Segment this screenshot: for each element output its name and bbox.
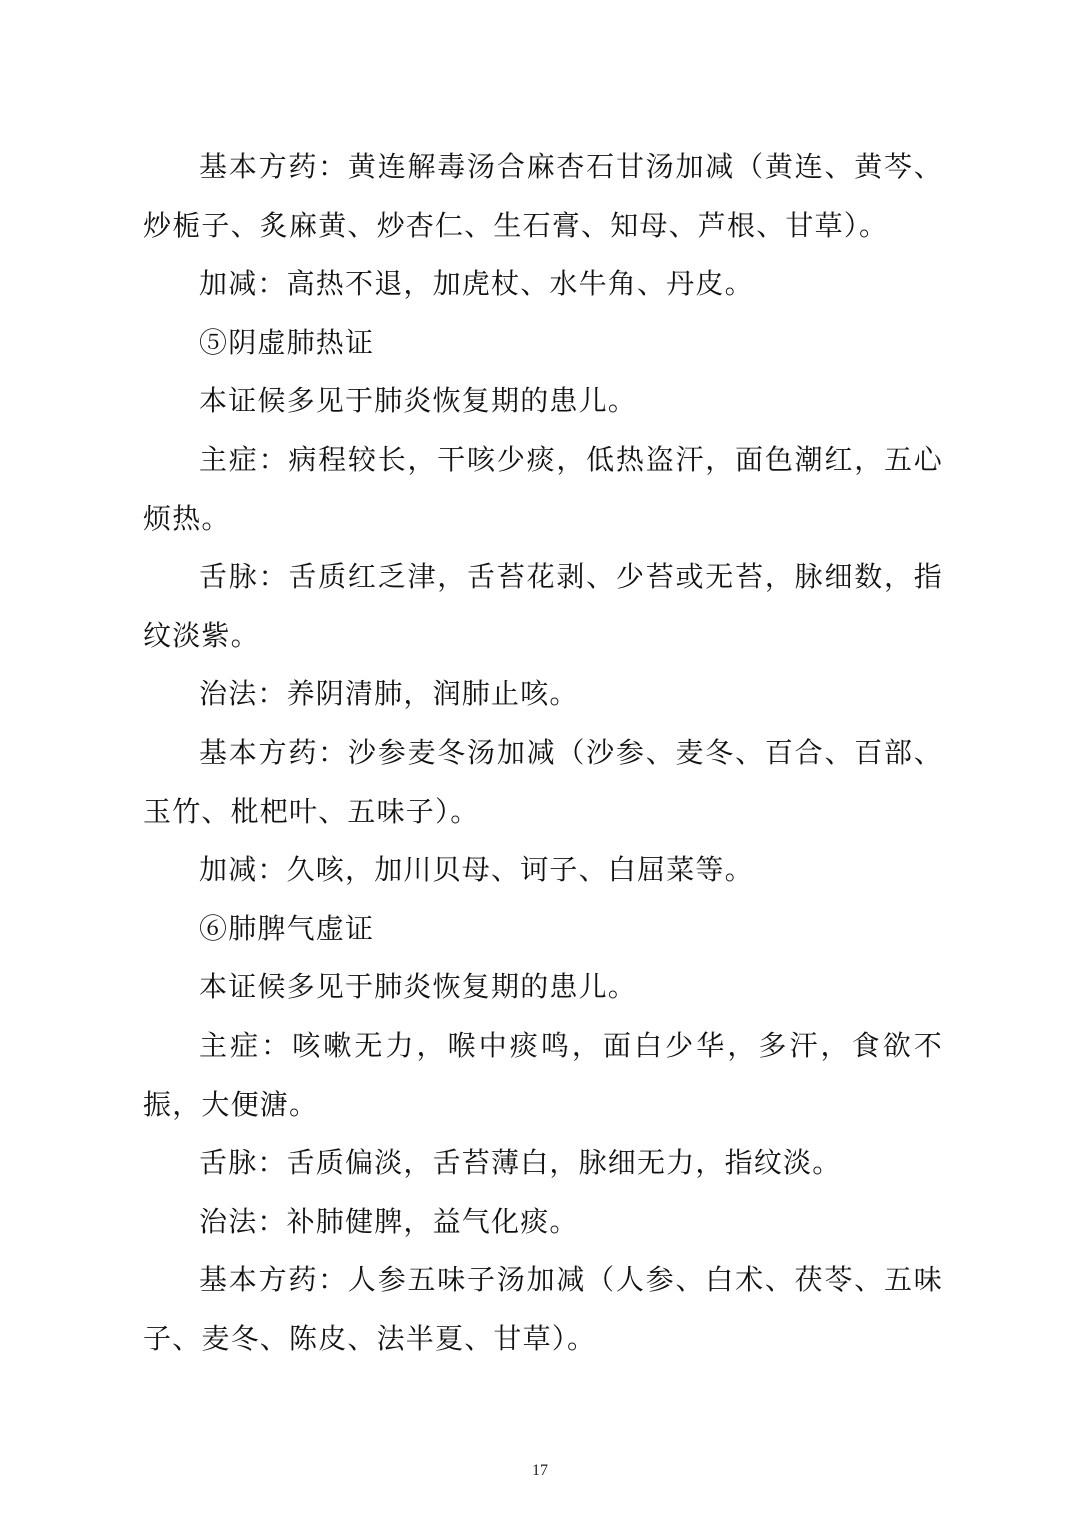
paragraph-treatment-2: 治法：补肺健脾，益气化痰。 [199, 1204, 579, 1238]
paragraph-formula-2: 基本方药：沙参麦冬汤加减（沙参、麦冬、百合、百部、玉竹、枇杷叶、五味子）。 [143, 735, 943, 828]
paragraph-main-symptoms-2: 主症：咳嗽无力，喉中痰鸣，面白少华，多汗，食欲不振，大便溏。 [143, 1028, 943, 1121]
paragraph-tongue-pulse-2: 舌脉：舌质偏淡，舌苔薄白，脉细无力，指纹淡。 [199, 1146, 842, 1180]
paragraph-modification-1: 加减：高热不退，加虎杖、水牛角、丹皮。 [199, 267, 754, 301]
paragraph-syndrome-note-2: 本证候多见于肺炎恢复期的患儿。 [199, 970, 638, 1004]
body-text [143, 138, 943, 1368]
paragraph-formula-3: 基本方药：人参五味子汤加减（人参、白术、茯苓、五味子、麦冬、陈皮、法半夏、甘草）。 [143, 1263, 943, 1355]
paragraph-treatment-1: 治法：养阴清肺，润肺止咳。 [199, 677, 579, 711]
paragraph-syndrome-note-1: 本证候多见于肺炎恢复期的患儿。 [199, 384, 638, 418]
paragraph-formula-1: 基本方药：黄连解毒汤合麻杏石甘汤加减（黄连、黄芩、炒栀子、炙麻黄、炒杏仁、生石膏、知母、芦根、甘草）。 [143, 150, 943, 242]
paragraph-modification-2: 加减：久咳，加川贝母、诃子、白屈菜等。 [199, 853, 754, 887]
page-number: 17 [532, 1462, 548, 1479]
paragraph-tongue-pulse-1: 舌脉：舌质红乏津，舌苔花剥、少苔或无苔，脉细数，指纹淡紫。 [143, 560, 943, 652]
section-heading-yin-deficiency-lung-heat: ⑤阴虚肺热证 [199, 325, 375, 359]
paragraph-main-symptoms-1: 主症：病程较长，干咳少痰，低热盗汗，面色潮红，五心烦热。 [143, 442, 943, 535]
section-heading-lung-spleen-qi-deficiency: ⑥肺脾气虚证 [199, 911, 375, 945]
